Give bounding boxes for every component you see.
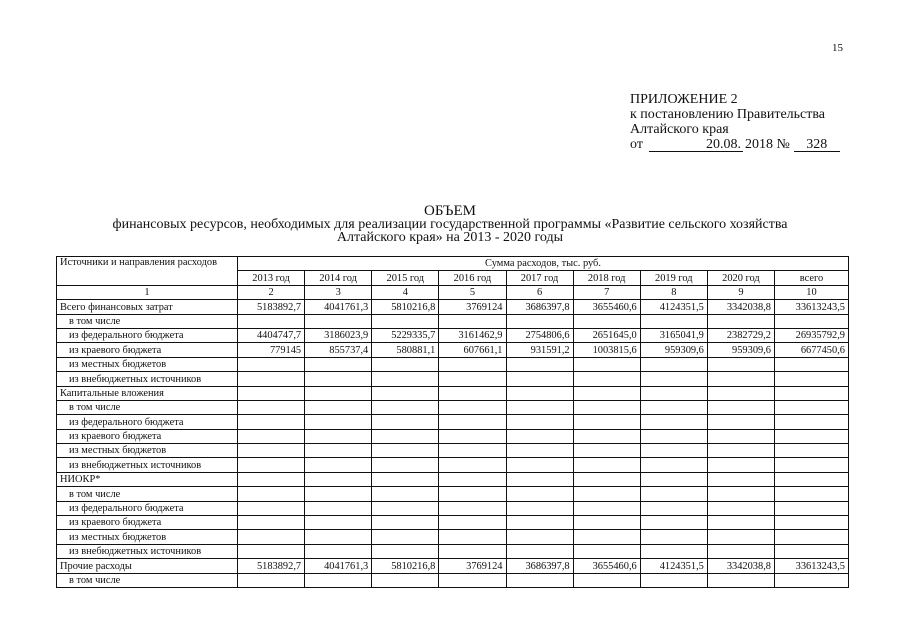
table-cell bbox=[238, 314, 305, 328]
year-header-1: 2013 год bbox=[238, 271, 305, 285]
table-cell bbox=[775, 501, 849, 515]
table-row bbox=[57, 415, 849, 429]
table-cell bbox=[506, 357, 573, 371]
table-row bbox=[57, 544, 849, 558]
column-number-10: 10 bbox=[775, 285, 849, 299]
table-cell bbox=[305, 444, 372, 458]
table-cell bbox=[640, 429, 707, 443]
table-cell bbox=[775, 357, 849, 371]
table-cell bbox=[439, 415, 506, 429]
table-cell: 3165041,9 bbox=[640, 328, 707, 342]
table-cell bbox=[707, 357, 774, 371]
table-cell: 3655460,6 bbox=[573, 300, 640, 314]
table-cell bbox=[439, 429, 506, 443]
table-cell bbox=[775, 429, 849, 443]
table-cell bbox=[305, 501, 372, 515]
table-cell bbox=[439, 573, 506, 587]
table-cell bbox=[775, 516, 849, 530]
table-cell: 33613243,5 bbox=[775, 559, 849, 573]
table-cell bbox=[775, 386, 849, 400]
table-cell bbox=[775, 372, 849, 386]
table-cell: 5183892,7 bbox=[238, 559, 305, 573]
table-cell bbox=[573, 357, 640, 371]
table-cell bbox=[305, 314, 372, 328]
table-cell bbox=[775, 530, 849, 544]
page-number: 15 bbox=[832, 42, 843, 54]
table-cell bbox=[305, 573, 372, 587]
row-label: в том числе bbox=[57, 314, 238, 328]
row-label: из краевого бюджета bbox=[57, 429, 238, 443]
table-row bbox=[57, 573, 849, 587]
table-cell bbox=[573, 429, 640, 443]
table-cell: 5810216,8 bbox=[372, 559, 439, 573]
annex-title: ПРИЛОЖЕНИЕ 2 bbox=[630, 92, 738, 107]
table-cell bbox=[707, 544, 774, 558]
table-cell bbox=[707, 516, 774, 530]
row-label: в том числе bbox=[57, 400, 238, 414]
title-line-1: ОБЪЕМ bbox=[424, 203, 476, 219]
table-row bbox=[57, 314, 849, 328]
table-cell bbox=[305, 544, 372, 558]
table-cell bbox=[775, 314, 849, 328]
table-cell bbox=[372, 400, 439, 414]
column-number-2: 2 bbox=[238, 285, 305, 299]
table-cell bbox=[439, 458, 506, 472]
table-cell bbox=[707, 530, 774, 544]
table-cell bbox=[573, 372, 640, 386]
table-cell bbox=[305, 530, 372, 544]
table-row bbox=[57, 472, 849, 486]
table-cell bbox=[775, 444, 849, 458]
table-cell bbox=[775, 472, 849, 486]
table-cell: 26935792,9 bbox=[775, 328, 849, 342]
table-cell bbox=[640, 487, 707, 501]
row-label: из внебюджетных источников bbox=[57, 372, 238, 386]
table-cell bbox=[305, 400, 372, 414]
table-cell bbox=[640, 530, 707, 544]
table-cell: 959309,6 bbox=[707, 343, 774, 357]
table-cell bbox=[372, 415, 439, 429]
table-body bbox=[57, 300, 849, 588]
table-cell: 3769124 bbox=[439, 559, 506, 573]
table-cell bbox=[238, 516, 305, 530]
table-row bbox=[57, 400, 849, 414]
table-cell bbox=[238, 444, 305, 458]
table-cell bbox=[372, 501, 439, 515]
table-row bbox=[57, 328, 849, 342]
table-cell bbox=[305, 516, 372, 530]
row-label: из внебюджетных источников bbox=[57, 544, 238, 558]
table-cell bbox=[439, 544, 506, 558]
annex-date-line bbox=[630, 137, 840, 152]
table-cell bbox=[573, 573, 640, 587]
table-row bbox=[57, 458, 849, 472]
table-cell bbox=[439, 487, 506, 501]
table-cell bbox=[439, 444, 506, 458]
row-label: из внебюджетных источников bbox=[57, 458, 238, 472]
table-row bbox=[57, 386, 849, 400]
table-cell bbox=[439, 501, 506, 515]
row-label: Капитальные вложения bbox=[57, 386, 238, 400]
year-header-6: 2018 год bbox=[573, 271, 640, 285]
annex-block bbox=[630, 92, 840, 152]
column-number-1: 1 bbox=[57, 285, 238, 299]
table-cell bbox=[573, 314, 640, 328]
table-cell: 779145 bbox=[238, 343, 305, 357]
table-cell bbox=[238, 429, 305, 443]
sum-column-header: Сумма расходов, тыс. руб. bbox=[238, 257, 849, 271]
table-cell: 3769124 bbox=[439, 300, 506, 314]
table-cell bbox=[305, 429, 372, 443]
table-cell bbox=[506, 544, 573, 558]
column-number-5: 5 bbox=[439, 285, 506, 299]
year-header-2: 2014 год bbox=[305, 271, 372, 285]
row-label: из федерального бюджета bbox=[57, 501, 238, 515]
table-cell bbox=[439, 314, 506, 328]
table-cell: 607661,1 bbox=[439, 343, 506, 357]
column-number-8: 8 bbox=[640, 285, 707, 299]
table-cell bbox=[238, 357, 305, 371]
table-cell bbox=[372, 487, 439, 501]
table-cell bbox=[775, 544, 849, 558]
table-cell bbox=[372, 530, 439, 544]
header-row-1 bbox=[57, 257, 849, 271]
row-label: Прочие расходы bbox=[57, 559, 238, 573]
column-number-9: 9 bbox=[707, 285, 774, 299]
table-cell bbox=[707, 415, 774, 429]
table-cell bbox=[707, 429, 774, 443]
table-cell: 2651645,0 bbox=[573, 328, 640, 342]
column-number-3: 3 bbox=[305, 285, 372, 299]
table-cell bbox=[238, 386, 305, 400]
annex-date-field: 20.08. bbox=[649, 138, 743, 152]
table-cell bbox=[372, 386, 439, 400]
table-cell bbox=[640, 314, 707, 328]
annex-number-label: № bbox=[776, 137, 790, 152]
annex-region-line: Алтайского края bbox=[630, 122, 729, 137]
table-cell: 5810216,8 bbox=[372, 300, 439, 314]
table-cell bbox=[372, 444, 439, 458]
table-cell bbox=[506, 400, 573, 414]
table-cell bbox=[238, 544, 305, 558]
year-header-5: 2017 год bbox=[506, 271, 573, 285]
table-cell bbox=[707, 386, 774, 400]
table-cell: 4124351,5 bbox=[640, 300, 707, 314]
title-line-3: Алтайского края» на 2013 - 2020 годы bbox=[336, 230, 564, 245]
source-column-header: Источники и направления расходов bbox=[57, 257, 238, 286]
financial-resources-table bbox=[56, 256, 849, 588]
row-label: в том числе bbox=[57, 487, 238, 501]
table-cell bbox=[640, 386, 707, 400]
table-cell: 33613243,5 bbox=[775, 300, 849, 314]
row-label: из местных бюджетов bbox=[57, 530, 238, 544]
table-cell bbox=[775, 487, 849, 501]
table-cell bbox=[238, 530, 305, 544]
table-cell: 959309,6 bbox=[640, 343, 707, 357]
year-header-8: 2020 год bbox=[707, 271, 774, 285]
table-cell bbox=[640, 444, 707, 458]
table-cell bbox=[573, 386, 640, 400]
table-cell bbox=[707, 487, 774, 501]
table-cell bbox=[439, 357, 506, 371]
row-label: из краевого бюджета bbox=[57, 516, 238, 530]
table-cell bbox=[506, 516, 573, 530]
table-cell bbox=[372, 372, 439, 386]
column-number-6: 6 bbox=[506, 285, 573, 299]
table-cell bbox=[640, 400, 707, 414]
table-cell bbox=[506, 458, 573, 472]
document-title bbox=[60, 205, 840, 244]
column-number-7: 7 bbox=[573, 285, 640, 299]
table-cell bbox=[640, 544, 707, 558]
table-cell bbox=[305, 458, 372, 472]
column-numbers-row bbox=[57, 285, 849, 299]
table-cell bbox=[707, 573, 774, 587]
table-row bbox=[57, 300, 849, 314]
row-label: из местных бюджетов bbox=[57, 444, 238, 458]
table-cell: 3186023,9 bbox=[305, 328, 372, 342]
table-cell: 3686397,8 bbox=[506, 559, 573, 573]
table-cell bbox=[573, 400, 640, 414]
table-cell bbox=[506, 386, 573, 400]
table-cell bbox=[775, 458, 849, 472]
table-cell bbox=[238, 501, 305, 515]
table-cell bbox=[372, 573, 439, 587]
table-cell bbox=[640, 501, 707, 515]
table-row bbox=[57, 559, 849, 573]
table-cell: 3161462,9 bbox=[439, 328, 506, 342]
table-cell bbox=[372, 516, 439, 530]
table-cell bbox=[506, 372, 573, 386]
table-cell: 2382729,2 bbox=[707, 328, 774, 342]
table-row bbox=[57, 487, 849, 501]
table-row bbox=[57, 501, 849, 515]
table-cell: 4041761,3 bbox=[305, 559, 372, 573]
table-cell bbox=[305, 472, 372, 486]
table-cell bbox=[305, 386, 372, 400]
table-cell bbox=[506, 573, 573, 587]
row-label: из местных бюджетов bbox=[57, 357, 238, 371]
table-cell bbox=[439, 472, 506, 486]
row-label: в том числе bbox=[57, 573, 238, 587]
row-label: из федерального бюджета bbox=[57, 328, 238, 342]
year-header-9: всего bbox=[775, 271, 849, 285]
table-cell bbox=[506, 314, 573, 328]
table-cell bbox=[238, 573, 305, 587]
year-header-4: 2016 год bbox=[439, 271, 506, 285]
table-cell bbox=[573, 501, 640, 515]
table-cell bbox=[573, 516, 640, 530]
table-cell bbox=[506, 429, 573, 443]
table-cell bbox=[506, 487, 573, 501]
table-cell bbox=[707, 372, 774, 386]
row-label: из краевого бюджета bbox=[57, 343, 238, 357]
table-cell bbox=[640, 357, 707, 371]
table-cell bbox=[305, 415, 372, 429]
table-cell bbox=[372, 458, 439, 472]
table-cell bbox=[573, 415, 640, 429]
table-cell bbox=[439, 372, 506, 386]
table-cell bbox=[640, 415, 707, 429]
table-cell bbox=[573, 444, 640, 458]
table-cell bbox=[439, 516, 506, 530]
table-cell bbox=[506, 472, 573, 486]
annex-from-label: от bbox=[630, 137, 643, 152]
table-cell: 3342038,8 bbox=[707, 559, 774, 573]
table-cell bbox=[707, 400, 774, 414]
table-cell bbox=[372, 544, 439, 558]
year-header-3: 2015 год bbox=[372, 271, 439, 285]
table-cell bbox=[640, 472, 707, 486]
table-cell bbox=[238, 400, 305, 414]
table-cell bbox=[640, 372, 707, 386]
table-cell bbox=[305, 372, 372, 386]
year-header-7: 2019 год bbox=[640, 271, 707, 285]
table-cell bbox=[707, 472, 774, 486]
table-cell bbox=[506, 444, 573, 458]
table-cell: 6677450,6 bbox=[775, 343, 849, 357]
table-cell: 3686397,8 bbox=[506, 300, 573, 314]
table-cell bbox=[506, 530, 573, 544]
annex-resolution-line: к постановлению Правительства bbox=[630, 107, 826, 122]
table-cell bbox=[372, 314, 439, 328]
table-cell: 931591,2 bbox=[506, 343, 573, 357]
table-cell bbox=[573, 458, 640, 472]
table-cell bbox=[573, 472, 640, 486]
table-cell: 4404747,7 bbox=[238, 328, 305, 342]
table-cell bbox=[372, 429, 439, 443]
table-cell bbox=[573, 544, 640, 558]
table-row bbox=[57, 530, 849, 544]
table-cell bbox=[238, 415, 305, 429]
row-label: НИОКР* bbox=[57, 472, 238, 486]
table-cell bbox=[238, 458, 305, 472]
table-cell bbox=[238, 487, 305, 501]
table-cell: 3655460,6 bbox=[573, 559, 640, 573]
table-row bbox=[57, 516, 849, 530]
table-cell bbox=[506, 501, 573, 515]
table-cell bbox=[640, 458, 707, 472]
table-cell bbox=[372, 357, 439, 371]
table-cell: 580881,1 bbox=[372, 343, 439, 357]
table-cell bbox=[305, 487, 372, 501]
table-cell bbox=[775, 400, 849, 414]
table-cell: 5229335,7 bbox=[372, 328, 439, 342]
table-cell bbox=[506, 415, 573, 429]
column-number-4: 4 bbox=[372, 285, 439, 299]
table-cell: 1003815,6 bbox=[573, 343, 640, 357]
table-row bbox=[57, 372, 849, 386]
table-cell: 2754806,6 bbox=[506, 328, 573, 342]
table-cell bbox=[439, 400, 506, 414]
row-label: из федерального бюджета bbox=[57, 415, 238, 429]
table-cell bbox=[573, 487, 640, 501]
annex-number-field: 328 bbox=[794, 138, 840, 152]
table-cell: 4124351,5 bbox=[640, 559, 707, 573]
table-cell: 3342038,8 bbox=[707, 300, 774, 314]
annex-year: 2018 bbox=[744, 137, 773, 152]
table-cell: 5183892,7 bbox=[238, 300, 305, 314]
table-cell bbox=[372, 472, 439, 486]
table-cell bbox=[775, 573, 849, 587]
table-cell bbox=[238, 472, 305, 486]
table-row bbox=[57, 429, 849, 443]
table-cell: 4041761,3 bbox=[305, 300, 372, 314]
table-cell bbox=[640, 516, 707, 530]
title-line-2: финансовых ресурсов, необходимых для реализации государственной программы «Развитие сельского хозяйства bbox=[112, 217, 788, 232]
table-cell bbox=[573, 530, 640, 544]
table-cell bbox=[439, 530, 506, 544]
table-row bbox=[57, 343, 849, 357]
table-cell bbox=[707, 501, 774, 515]
row-label: Всего финансовых затрат bbox=[57, 300, 238, 314]
table-cell bbox=[707, 444, 774, 458]
table-cell bbox=[640, 573, 707, 587]
table-cell bbox=[707, 314, 774, 328]
table-cell bbox=[238, 372, 305, 386]
table-row bbox=[57, 357, 849, 371]
table-row bbox=[57, 444, 849, 458]
table-cell bbox=[439, 386, 506, 400]
table-cell bbox=[305, 357, 372, 371]
table-cell bbox=[775, 415, 849, 429]
table-cell bbox=[707, 458, 774, 472]
table-cell: 855737,4 bbox=[305, 343, 372, 357]
